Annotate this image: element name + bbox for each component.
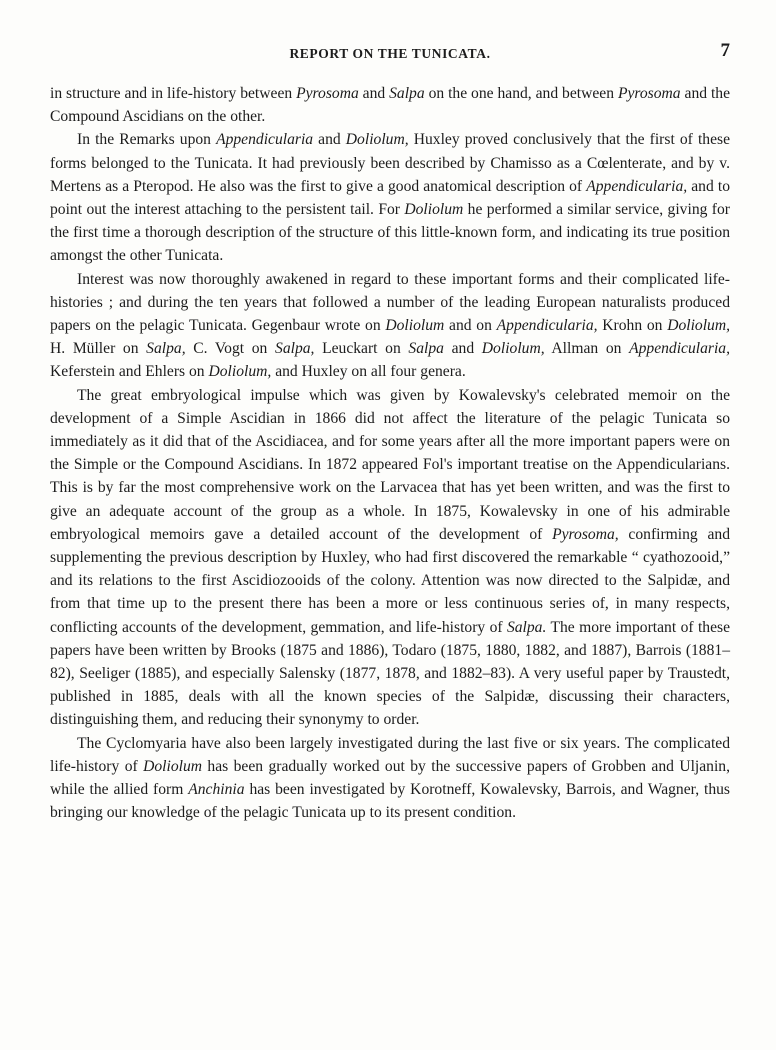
italic-taxon: Doliolum, bbox=[481, 340, 545, 358]
text-run: In the Remarks upon bbox=[77, 131, 217, 149]
page-header bbox=[50, 40, 730, 70]
text-run: The Cyclomyaria have also been largely investigated during the last five or six years. The complicated life-history of bbox=[50, 734, 730, 775]
italic-taxon: Doliolum bbox=[385, 317, 445, 335]
text-run: The great embryological impulse which was given by Kowalevsky's celebrated memoir on the development of a Simple Ascidian in 1866 did not affect the literature of the pelagic Tunicata so immediately as it did that of the Ascidiacea, and for some years after all the more important papers were on the Simple or the Compound Ascidians. In 1872 appeared Fol's important treatise on the Appendicularians. This is by far the most comprehensive work on the Larvacea that has yet been written, and was the first to give an adequate account of the group as a whole. In 1875, Kowalevsky in one of his admirable embryological memoirs gave a detailed account of the development of bbox=[50, 386, 730, 543]
text-run: Leuckart on bbox=[314, 340, 409, 358]
text-run: and bbox=[313, 131, 346, 149]
page-number: 7 bbox=[720, 40, 730, 61]
text-run: has been investigated by Korotneff, Kowalevsky, Barrois, and Wagner, thus bringing our knowledge of the pelagic Tunicata up to its present condition. bbox=[50, 781, 730, 822]
italic-taxon: Pyrosoma bbox=[617, 85, 681, 102]
italic-taxon: Pyrosoma, bbox=[552, 525, 619, 543]
text-run: has been gradually worked out by the successive papers of Grobben and Uljanin, while the allied form bbox=[50, 757, 730, 799]
paragraph-2 bbox=[50, 128, 730, 267]
italic-taxon: Appendicularia bbox=[216, 131, 314, 149]
text-run: in structure and in life-history between bbox=[50, 85, 297, 102]
text-run: he performed a similar service, giving for the first time a thorough description of the structure of this little-known form, and indicating its true position amongst the other Tunicata. bbox=[50, 201, 730, 265]
text-run: and bbox=[358, 85, 390, 102]
italic-taxon: Salpa, bbox=[146, 340, 186, 358]
text-run: Allman on bbox=[544, 340, 630, 358]
italic-taxon: Doliolum, bbox=[208, 363, 272, 381]
text-run: and bbox=[443, 340, 482, 358]
italic-taxon: Salpa. bbox=[506, 618, 547, 636]
paragraph-3 bbox=[50, 268, 730, 384]
paragraph-5 bbox=[50, 732, 730, 825]
italic-taxon: Appendicularia, bbox=[496, 317, 598, 335]
text-run: on the one hand, and between bbox=[424, 85, 618, 102]
text-run: Krohn on bbox=[597, 317, 668, 335]
italic-taxon: Pyrosoma bbox=[296, 85, 359, 102]
text-run: H. Müller on bbox=[50, 340, 147, 358]
paragraph-4 bbox=[50, 384, 730, 732]
paragraph-1 bbox=[50, 82, 730, 128]
italic-taxon: Doliolum, bbox=[345, 131, 409, 149]
text-run: The more important of these papers have been written by Brooks (1875 and 1886), Todaro (1875, 1880, 1882, and 1887), Barrois (1881–82), Seeliger (1885), and especially Salensky (1877, 1878, and 1882–83). A very useful paper by Traustedt, published in 1885, deals with all the known species of the Salpidæ, discussing their characters, distinguishing them, and reducing their synonymy to order. bbox=[50, 618, 730, 729]
text-run: and Huxley on all four genera. bbox=[271, 363, 466, 381]
text-run: C. Vogt on bbox=[185, 340, 276, 358]
italic-taxon: Doliolum bbox=[404, 201, 464, 219]
text-run: Interest was now thoroughly awakened in regard to these important forms and their complicated life-histories ; and during the ten years that followed a number of the leading European naturalists produced papers on the pelagic Tunicata. Gegenbaur wrote on bbox=[50, 270, 730, 335]
text-run: and to point out the interest attaching to the persistent tail. For bbox=[50, 177, 730, 219]
italic-taxon: Salpa, bbox=[275, 340, 315, 358]
text-run: and on bbox=[444, 317, 497, 335]
italic-taxon: Doliolum bbox=[143, 757, 203, 775]
text-run: and the Compound Ascidians on the other. bbox=[50, 85, 731, 126]
running-head: REPORT ON THE TUNICATA. bbox=[289, 46, 491, 61]
text-run: Keferstein and Ehlers on bbox=[50, 363, 209, 381]
body-text bbox=[50, 82, 730, 825]
italic-taxon: Anchinia bbox=[188, 781, 245, 799]
italic-taxon: Doliolum, bbox=[667, 317, 731, 335]
italic-taxon: Appendicularia, bbox=[586, 177, 688, 195]
text-run: confirming and supplementing the previous description by Huxley, who had first discovered the remarkable “ cyathozooid,” and its relations to the first Ascidiozooids of the colony. Attention was now directed to the Salpidæ, and from that time up to the present there has been a more or less continuous series of, in many respects, conflicting accounts of the development, gemmation, and life-history of bbox=[50, 525, 730, 636]
italic-taxon: Salpa bbox=[408, 340, 444, 358]
italic-taxon: Salpa bbox=[389, 85, 425, 102]
text-run: Huxley proved conclusively that the first of these forms belonged to the Tunicata. It had previously been described by Chamisso as a Cœlenterate, and by v. Mertens as a Pteropod. He also was the first to give a good anatomical description of bbox=[50, 131, 730, 195]
italic-taxon: Appendicularia, bbox=[629, 340, 731, 358]
